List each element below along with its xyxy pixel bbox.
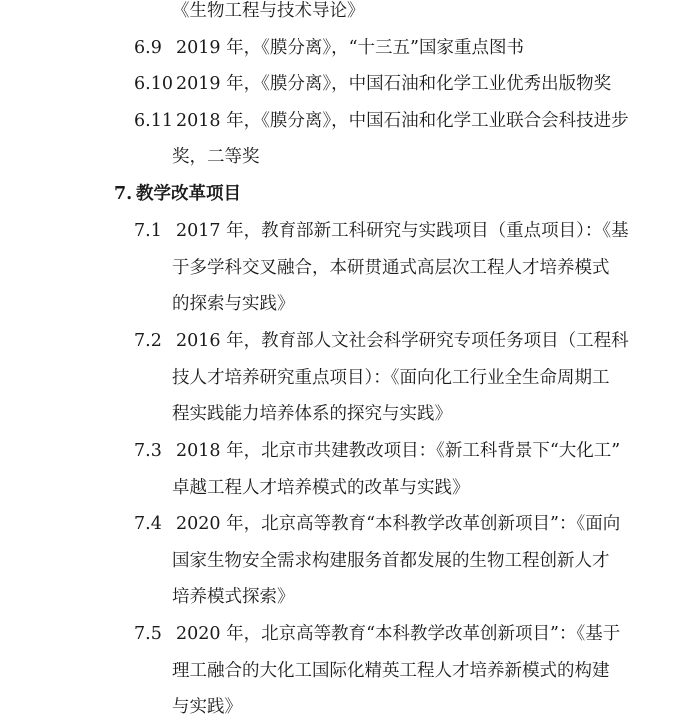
item-number: 6.11 [134, 111, 173, 131]
item-number: 7.3 [134, 441, 162, 461]
item-text: 奖，二等奖 [172, 147, 260, 167]
item-text: 2018 年，《膜分离》，中国石油和化学工业联合会科技进步 [176, 111, 629, 131]
section-number: 7. [114, 184, 133, 204]
item-text: 2019 年，《膜分离》，“十三五”国家重点图书 [176, 38, 524, 58]
item-text: 2017 年，教育部新工科研究与实践项目（重点项目）：《基 [176, 221, 629, 241]
item-text: 2019 年，《膜分离》，中国石油和化学工业优秀出版物奖 [176, 74, 612, 94]
item-number: 6.10 [134, 74, 173, 94]
item-number: 7.5 [134, 624, 162, 644]
continuation-text: 《生物工程与技术导论》 [172, 1, 365, 21]
item-text: 程实践能力培养体系的探究与实践》 [172, 404, 452, 424]
section-title: 教学改革项目 [136, 184, 241, 204]
item-text: 2016 年，教育部人文社会科学研究专项任务项目（工程科 [176, 331, 629, 351]
item-text: 于多学科交叉融合，本研贯通式高层次工程人才培养模式 [172, 258, 610, 278]
item-number: 7.2 [134, 331, 162, 351]
item-text: 国家生物安全需求构建服务首都发展的生物工程创新人才 [172, 551, 610, 571]
item-text: 卓越工程人才培养模式的改革与实践》 [172, 478, 470, 498]
item-text: 2020 年，北京高等教育“本科教学改革创新项目”：《面向 [176, 514, 621, 534]
item-text: 2020 年，北京高等教育“本科教学改革创新项目”：《基于 [176, 624, 621, 644]
item-number: 7.4 [134, 514, 162, 534]
item-text: 技人才培养研究重点项目）：《面向化工行业全生命周期工 [172, 368, 610, 388]
item-text: 培养模式探索》 [172, 587, 295, 607]
item-number: 7.1 [134, 221, 162, 241]
item-number: 6.9 [134, 38, 162, 58]
item-text: 2018 年，北京市共建教改项目：《新工科背景下“大化工” [176, 441, 621, 461]
item-text: 理工融合的大化工国际化精英工程人才培养新模式的构建 [172, 661, 610, 681]
item-text: 与实践》 [172, 697, 242, 717]
item-text: 的探索与实践》 [172, 294, 295, 314]
